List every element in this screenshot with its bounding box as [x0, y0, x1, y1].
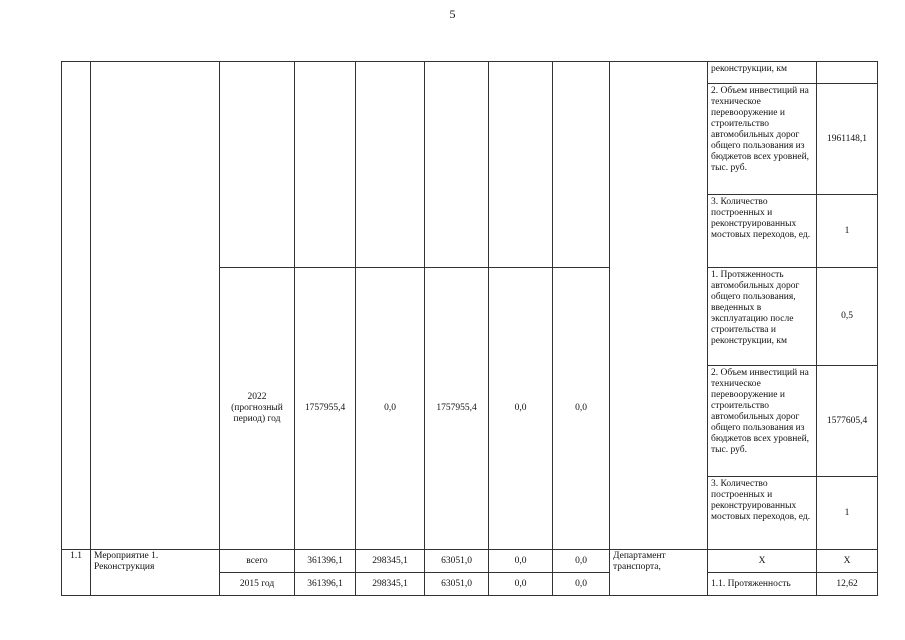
indicator-name: X: [708, 550, 817, 573]
page-number: 5: [449, 7, 456, 21]
value-cell: 0,0: [553, 550, 610, 573]
indicator-name: 1.1. Протяженность: [708, 573, 817, 596]
period-cell: всего: [220, 550, 295, 573]
measure-number: 1.1: [62, 550, 91, 596]
indicator-name: реконструкции, км: [708, 62, 817, 84]
value-cell: 1757955,4: [295, 268, 356, 550]
table-row: [62, 550, 878, 573]
executor-cell: Департамент транспорта,: [610, 550, 708, 596]
value-cell-empty: [553, 62, 610, 268]
value-cell: 63051,0: [425, 550, 489, 573]
measure-name: Мероприятие 1. Реконструкция: [91, 550, 220, 596]
indicator-value: X: [817, 550, 878, 573]
value-cell: 1757955,4: [425, 268, 489, 550]
indicator-value: 1961148,1: [817, 84, 878, 195]
period-cell: 2015 год: [220, 573, 295, 596]
indicator-name: 3. Количество построенных и реконструированных мостовых переходов, ед.: [708, 477, 817, 550]
indicator-name: 3. Количество построенных и реконструированных мостовых переходов, ед.: [708, 195, 817, 268]
value-cell: 0,0: [553, 573, 610, 596]
value-cell-empty: [489, 62, 553, 268]
indicator-value: 1: [817, 477, 878, 550]
value-cell-empty: [425, 62, 489, 268]
indicator-value: 1577605,4: [817, 366, 878, 477]
indicator-name: 2. Объем инвестиций на техническое перевооружение и строительство автомобильных дорог общего пользования из бюджетов всех уровней, тыс. руб.: [708, 366, 817, 477]
indicator-value: 1: [817, 195, 878, 268]
value-cell: 0,0: [489, 550, 553, 573]
period-cell-empty: [220, 62, 295, 268]
value-cell-empty: [356, 62, 425, 268]
value-cell-empty: [295, 62, 356, 268]
period-cell: 2022 (прогнозный период) год: [220, 268, 295, 550]
number-cell-empty: [62, 62, 91, 550]
value-cell: 361396,1: [295, 573, 356, 596]
executor-cell-empty: [610, 62, 708, 550]
value-cell: 361396,1: [295, 550, 356, 573]
value-cell: 0,0: [356, 268, 425, 550]
indicator-value: 12,62: [817, 573, 878, 596]
name-cell-empty: [91, 62, 220, 550]
value-cell: 0,0: [489, 573, 553, 596]
indicator-value: 0,5: [817, 268, 878, 366]
value-cell: 0,0: [553, 268, 610, 550]
value-cell: 298345,1: [356, 550, 425, 573]
value-cell: 0,0: [489, 268, 553, 550]
indicator-name: 1. Протяженность автомобильных дорог общего пользования, введенных в эксплуатацию после строительства и реконструкции, км: [708, 268, 817, 366]
indicator-value: [817, 62, 878, 84]
indicator-name: 2. Объем инвестиций на техническое перевооружение и строительство автомобильных дорог общего пользования из бюджетов всех уровней, тыс. руб.: [708, 84, 817, 195]
program-table: [61, 61, 878, 596]
table-row: [62, 62, 878, 84]
value-cell: 63051,0: [425, 573, 489, 596]
value-cell: 298345,1: [356, 573, 425, 596]
